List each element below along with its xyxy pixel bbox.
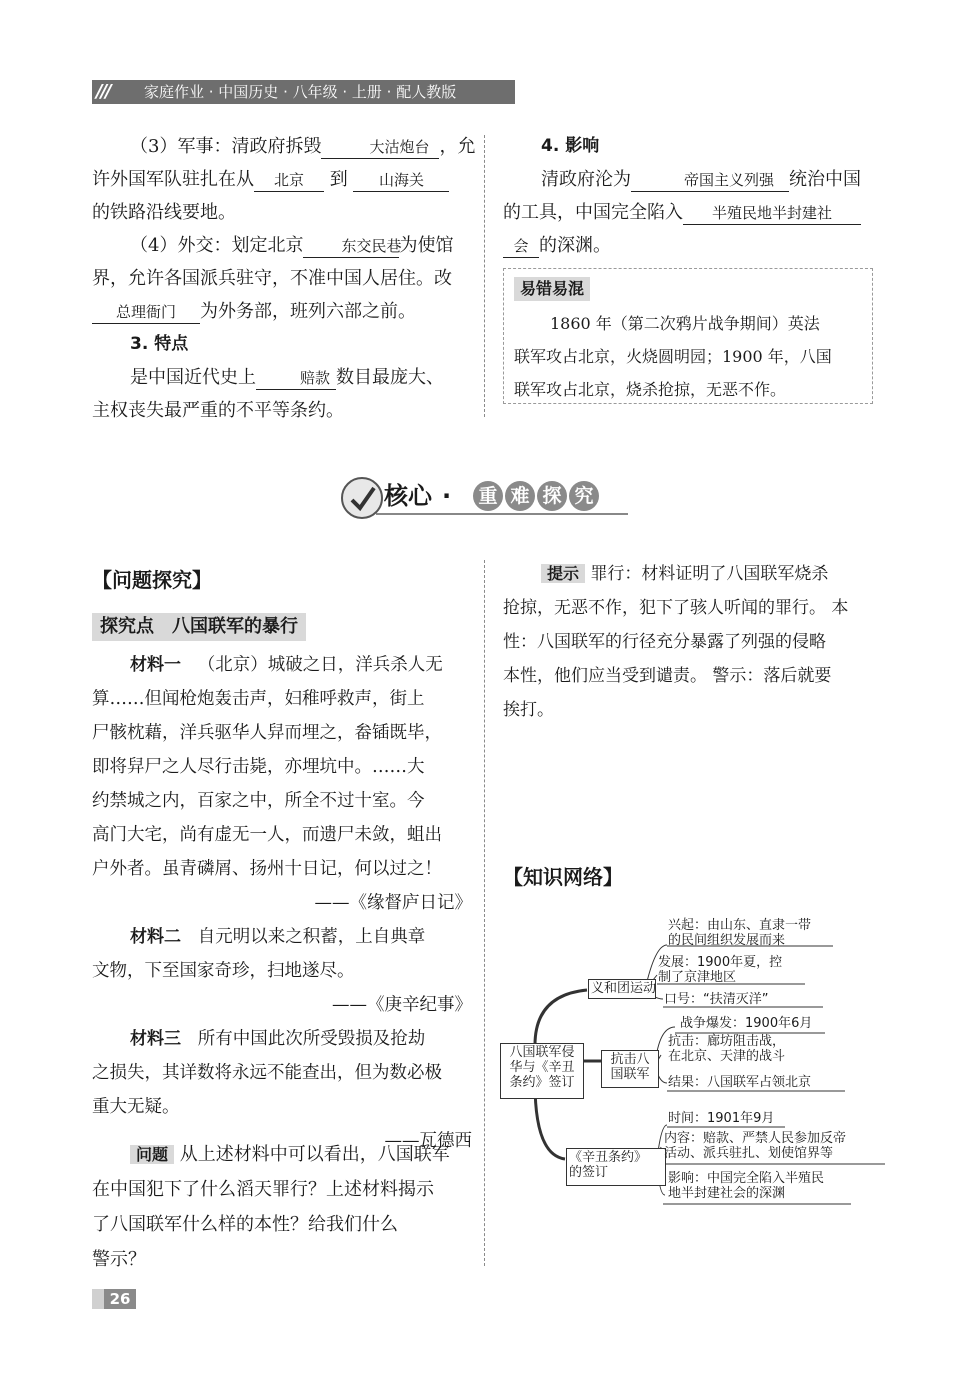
text: （北京）城破之日，洋兵杀人无 [197,655,443,675]
answer-blank: 会 [503,235,539,258]
branch-boxer-movement: 义和团运动 [588,979,656,999]
text: 的深渊。 [539,235,611,256]
text: 清政府沦为 [541,169,631,190]
text: 为外务部，班列六部之前。 [200,301,416,322]
hint-line [503,557,878,591]
material-3-line [92,1022,472,1056]
root-line: 八国联军侵 [509,1045,575,1060]
mind-line: 《辛丑条约》 [569,1150,648,1165]
mind-line: 国联军 [610,1067,650,1082]
question-line: 了八国联军什么样的本性？给我们什么 [92,1214,398,1235]
material-1-line: 算……但闻枪炮轰击声，妇稚呼救声，街上 [92,689,425,709]
material-2-source: ——《庚辛纪事》 [332,995,472,1015]
material-1-line: 高门大宅，尚有虚无一人，而遗尸未敛，蛆出 [92,825,442,845]
answer-blank: 帝国主义列强 [631,169,789,192]
mind-line: 抗击：廊坊阻击战， [668,1034,786,1049]
text: 许外国军队驻扎在从 [92,169,254,190]
material-2-line [92,920,472,954]
left-top-column [92,130,476,427]
branch-treaty [566,1148,666,1186]
question-line: 在中国犯下了什么滔天罪行？上述材料揭示 [92,1179,434,1200]
materials [92,648,472,1158]
confusable-text [514,307,832,406]
root-line: 华与《辛丑 [509,1060,575,1075]
material-3-line: 重大无疑。 [92,1097,180,1117]
b1-development [658,955,782,985]
confusable-line: 联军攻占北京，火烧圆明园；1900 年，八国 [514,347,832,366]
text: 为使馆 [399,235,454,256]
text: ，允 [439,136,476,157]
text: 到 [329,169,348,190]
header-title: 家庭作业 · 中国历史 · 八年级 · 上册 · 配人教版 [144,83,457,101]
question-line [92,1137,472,1172]
feature-line-1 [92,361,472,394]
network-root [500,1043,584,1099]
banner-dot: · [442,482,452,510]
text: （4）外交：划定北京 [130,235,304,256]
mind-line: 制了京津地区 [658,970,737,985]
material-3-line: 之损失，其详数将永远不能查出，但为数必极 [92,1063,442,1083]
mind-line: 的民间组织发展而来 [668,933,786,948]
hint-label: 提示 [541,564,585,583]
material-1-line [92,648,472,682]
text: 统治中国 [789,169,861,190]
b1-slogan: 口号：“扶清灭洋” [664,992,769,1007]
root-line: 条约》签订 [509,1075,575,1090]
right-top-column [503,130,878,262]
text: （3）军事：清政府拆毁 [130,136,322,157]
military-line-3: 的铁路沿线要地。 [92,202,236,223]
question-line: 警示？ [92,1249,146,1270]
mind-line: 地半封建社会的深渊 [668,1186,786,1201]
banner-char: 探 [542,485,562,507]
confusable-line: 1860 年（第二次鸦片战争期间）英法 [550,314,820,333]
branch-resist [601,1050,659,1088]
question-label: 问题 [130,1145,174,1164]
text: 是中国近代史上 [130,367,256,388]
impact-heading: 4. 影响 [541,136,600,156]
hint [503,557,878,727]
material-label: 材料二 [130,927,181,947]
material-label: 材料三 [130,1029,181,1049]
header-slashes: /// [96,81,110,102]
mind-line: 影响：中国完全陷入半殖民 [668,1171,825,1186]
b3-impact [668,1171,824,1201]
banner-char: 难 [510,485,530,507]
military-line-1 [92,130,476,163]
material-label: 材料一 [130,655,181,675]
mind-line: 在北京、天津的战斗 [668,1049,786,1064]
text: 从上述材料中可以看出，八国联军 [179,1144,450,1165]
diplomacy-line-1 [92,229,472,262]
b2-war: 战争爆发：1900年6月 [680,1016,813,1031]
answer-blank: 总理衙门 [92,301,200,324]
confusable-box [503,268,873,404]
material-2-line: 文物，下至国家奇珍，扫地遂尽。 [92,961,355,981]
mind-line: 活动、派兵驻扎、划使馆界等 [664,1146,834,1161]
b3-time: 时间：1901年9月 [668,1111,775,1126]
b2-result: 结果：八国联军占领北京 [668,1075,812,1090]
answer-blank: 大沽炮台 [321,136,439,159]
confusable-line: 联军攻占北京，烧杀抢掠，无恶不作。 [514,380,787,399]
banner-core: 核心 [384,482,432,510]
answer-blank: 东交民巷 [303,235,399,258]
diplomacy-line-3 [92,295,472,328]
banner-char: 重 [478,485,498,507]
b3-content [664,1131,846,1161]
feature-line-2: 主权丧失最严重的不平等条约。 [92,400,344,421]
feature-heading: 3. 特点 [130,334,189,354]
material-1-line: 即将舁尸之人尽行击毙，亦埋坑中。……大 [92,757,425,777]
answer-blank: 赔款 [256,367,336,390]
mind-line: 内容：赔款、严禁人民参加反帝 [664,1131,847,1146]
banner-char: 究 [574,485,594,507]
explore-point: 探究点 八国联军的暴行 [92,613,306,641]
answer-blank: 山海关 [353,169,449,192]
material-1-line: 户外者。虽青磷屑、扬州十日记，何以过之！ [92,859,442,879]
mind-line: 抗击八 [610,1052,650,1067]
hint-line: 抢掠，无恶不作，犯下了骇人听闻的罪行。 本 [503,598,849,618]
hint-line: 性：八国联军的行径充分暴露了列强的侵略 [503,632,826,652]
mind-line: 兴起：由山东、直隶一带 [668,918,812,933]
material-1-line: 尸骸枕藉，洋兵驱华人舁而埋之，畚锸既毕， [92,723,442,743]
question [92,1137,472,1277]
diplomacy-line-2: 界，允许各国派兵驻守，不准中国人居住。改 [92,268,452,289]
running-header [92,80,515,104]
column-divider-bottom [484,560,485,1266]
impact-line-1 [503,163,878,196]
text: 罪行：材料证明了八国联军烧杀 [590,564,829,584]
hint-line: 挨打。 [503,700,554,720]
military-line-2 [92,163,472,196]
page-number: 26 [104,1289,136,1309]
hint-line: 本性，他们应当受到谴责。 警示：落后就要 [503,666,832,686]
b1-rise [668,918,811,948]
b2-resist [668,1034,785,1064]
answer-blank: 北京 [254,169,324,192]
impact-line-3 [503,229,878,262]
confusable-label: 易错易混 [514,277,590,301]
text: 数目最庞大、 [336,367,444,388]
text: 的工具，中国完全陷入 [503,202,683,223]
network-heading: 【知识网络】 [503,865,623,889]
material-1-source: ——《缘督庐日记》 [314,893,472,913]
impact-line-2 [503,196,878,229]
text: 自元明以来之积蓄，上自典章 [197,927,426,947]
column-divider [484,135,485,417]
material-3-source: ——瓦德西 [384,1131,472,1151]
answer-blank: 半殖民地半封建社 [683,202,861,225]
mind-line: 发展：1900年夏，控 [658,955,783,970]
section-banner [338,470,638,526]
material-1-line: 约禁城之内，百家之中，所全不过十室。今 [92,791,425,811]
mind-line: 的签订 [569,1165,609,1180]
explore-heading: 【问题探究】 [92,568,212,592]
text: 所有中国此次所受毁损及抢劫 [197,1029,426,1049]
